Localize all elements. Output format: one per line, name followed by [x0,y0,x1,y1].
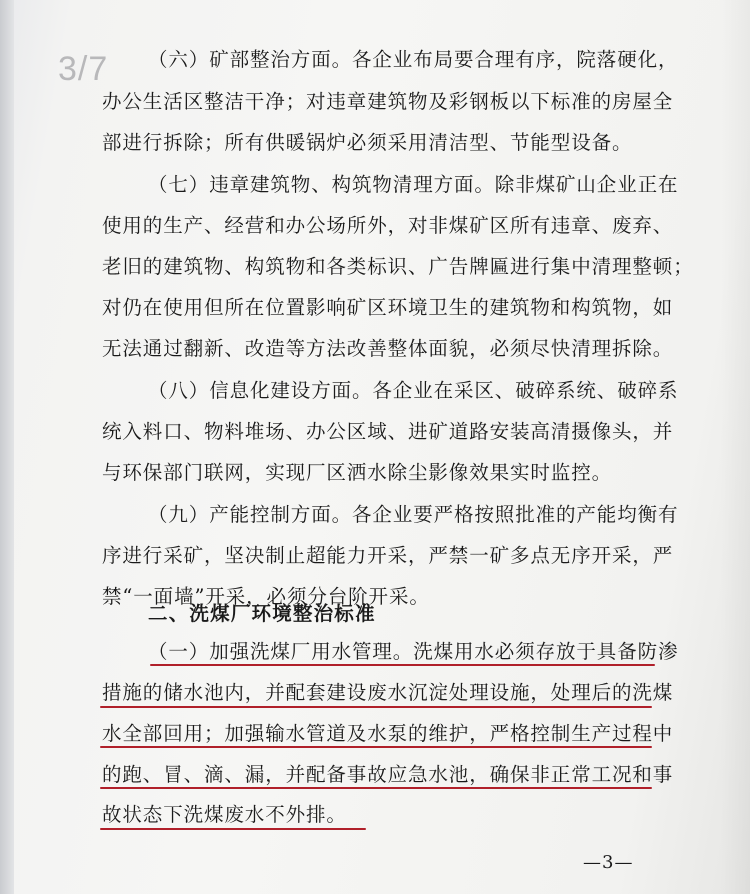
highlighted-text-line: 水全部回用；加强输水管道及水泵的维护，严格控制生产过程中 [102,722,674,745]
text-line: 老旧的建筑物、构筑物和各类标识、广告牌匾进行集中清理整顿； [102,255,694,278]
text-line: 使用的生产、经营和办公场所外，对非煤矿区所有违章、废弃、 [102,214,674,237]
page-counter: 3/7 [58,50,109,88]
highlighted-text-line: （一）加强洗煤厂用水管理。洗煤用水必须存放于具备防渗 [148,640,679,663]
text-line: 办公生活区整洁干净；对违章建筑物及彩钢板以下标准的房屋全 [102,90,674,113]
text-line: 对仍在使用但所在位置影响矿区环境卫生的建筑物和构筑物，如 [102,296,674,319]
red-underline [100,828,366,830]
red-underline [100,746,652,748]
section-heading: 二、洗煤厂环境整治标准 [148,602,376,625]
text-line: 无法通过翻新、改造等方法改善整体面貌，必须尽快清理拆除。 [102,337,674,360]
highlighted-text-line: 的跑、冒、滴、漏，并配备事故应急水池，确保非正常工况和事 [102,763,674,786]
text-line: 统入料口、物料堆场、办公区域、进矿道路安装高清摄像头，并 [102,420,674,443]
red-underline [100,787,652,789]
red-underline [150,664,655,666]
highlighted-text-line: 措施的储水池内，并配套建设废水沉淀处理设施，处理后的洗煤 [102,681,674,704]
text-line: （六）矿部整治方面。各企业布局要合理有序，院落硬化， [148,48,679,71]
text-line: （八）信息化建设方面。各企业在采区、破碎系统、破碎系 [148,379,679,402]
text-line: 序进行采矿，坚决制止超能力开采，严禁一矿多点无序开采，严 [102,544,674,567]
highlighted-text-line: 故状态下洗煤废水不外排。 [102,803,347,826]
text-line: （七）违章建筑物、构筑物清理方面。除非煤矿山企业正在 [148,173,679,196]
text-line: 与环保部门联网，实现厂区洒水除尘影像效果实时监控。 [102,461,613,484]
text-line: 部进行拆除；所有供暖锅炉必须采用清洁型、节能型设备。 [102,131,633,154]
page-number: —3— [583,852,634,873]
text-line: 禁“一面墙”开采，必须分台阶开采。 [102,585,430,608]
text-line: （九）产能控制方面。各企业要严格按照批准的产能均衡有 [148,503,679,526]
red-underline [100,706,652,708]
